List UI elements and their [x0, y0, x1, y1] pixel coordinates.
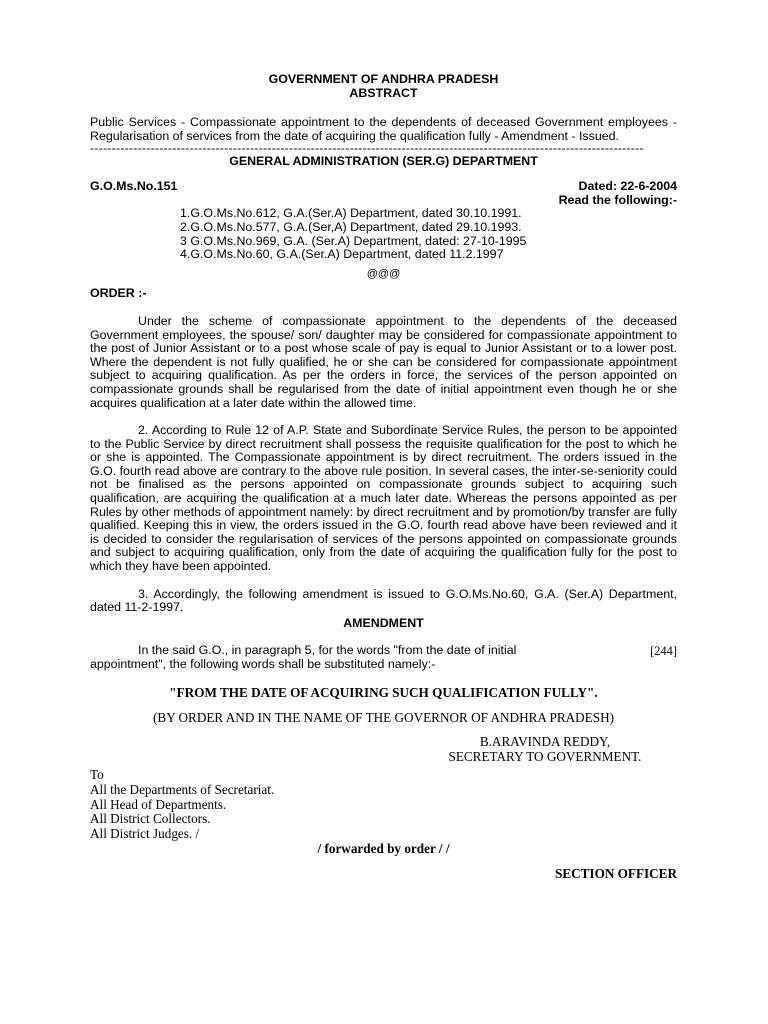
separator-line: --------------------------------------------------------------------------------------------------------------------------------	[90, 143, 644, 155]
recipients-block	[90, 768, 677, 841]
government-title: GOVERNMENT OF ANDHRA PRADESH	[268, 72, 499, 86]
signatory-name: B.ARAVINDA REDDY,	[479, 734, 611, 750]
recipient-item: All District Judges. /	[90, 825, 200, 841]
signatory-title: SECRETARY TO GOVERNMENT.	[448, 748, 642, 764]
forwarded-by-order: / forwarded by order / /	[317, 841, 450, 857]
amendment-heading: AMENDMENT	[343, 615, 424, 630]
recipient-item: All District Collectors.	[90, 811, 211, 827]
subject-text: Public Services - Compassionate appointment to the dependents of deceased Government employees - Regularisation of services from the date of acquiring the qualification fully - Amendment - Issued.	[90, 115, 677, 143]
signature-block	[430, 735, 660, 764]
order-paragraph-2: 2. According to Rule 12 of A.P. State and Subordinate Service Rules, the person to be appointed to the Public Service by direct recruitment shall possess the requisite qualification for the post to which he or she is appointed. The Compassionate appointment is by direct recruitment. The orders issued in the G.O. fourth read above are contrary to the above rule position. In several cases, the inter-se-seniority could not be finalised as the persons appointed on compassionate grounds subject to acquiring such qualification, are acquiring the qualification at a much later date. Whereas the persons appointed as per Rules by other methods of appointment namely: by direct recruitment and by promotion/by transfer are fully qualified. Keeping this in view, the orders issued in the G.O. fourth read above have been reviewed and it is decided to consider the regularisation of services of the persons appointed on compassionate grounds and subject to acquiring qualification, only from the date of acquiring the qualification fully for the post to which they have been appointed.	[90, 423, 677, 574]
separator-symbol: @@@	[366, 267, 401, 280]
reference-item: 4.G.O.Ms.No.60, G.A.(Ser.A) Department, dated 11.2.1997	[180, 247, 504, 262]
amendment-text-b: appointment", the following words shall be substituted namely:-	[90, 657, 436, 672]
amendment-paragraph	[90, 644, 677, 672]
go-header-row	[90, 180, 677, 194]
by-order-text: (BY ORDER AND IN THE NAME OF THE GOVERNOR OF ANDHRA PRADESH)	[153, 709, 614, 725]
substitution-text: "FROM THE DATE OF ACQUIRING SUCH QUALIFICATION FULLY".	[169, 685, 598, 700]
reference-item: 1.G.O.Ms.No.612, G.A.(Ser.A) Department, dated 30.10.1991.	[180, 206, 522, 221]
references-list	[180, 207, 677, 261]
order-label: ORDER :-	[90, 286, 147, 301]
order-paragraph-3: 3. Accordingly, the following amendment is issued to G.O.Ms.No.60, G.A. (Ser.A) Department, dated 11-2-1997.	[90, 586, 677, 615]
to-label: To	[90, 767, 104, 783]
government-order-document	[90, 70, 677, 882]
section-officer: SECTION OFFICER	[554, 865, 677, 881]
go-date: Dated: 22-6-2004	[578, 179, 677, 194]
department-title: GENERAL ADMINISTRATION (SER.G) DEPARTMENT	[229, 154, 538, 169]
recipient-item: All Head of Departments.	[90, 796, 227, 812]
amendment-text-a: In the said G.O., in paragraph 5, for the words "from the date of initial	[138, 642, 517, 657]
reference-item: 3 G.O.Ms.No.969, G.A. (Ser.A) Department, dated: 27-10-1995	[180, 233, 527, 248]
recipient-item: All the Departments of Secretariat.	[90, 781, 275, 797]
go-number: G.O.Ms.No.151	[90, 179, 178, 194]
amendment-line-1	[90, 644, 677, 659]
order-paragraph-1: Under the scheme of compassionate appointment to the dependents of the deceased Government employees, the spouse/ son/ daughter may be considered for compassionate appointment to the post of Junior Assistant or to a post whose scale of pay is equal to Junior Assistant or to a lower post. Where the dependent is not fully qualified, he or she can be considered for compassionate appointment subject to acquiring qualification. As per the orders in force, the services of the person appointed on compassionate grounds shall be regularised from the date of initial appointment even though he or she acquires qualification at a later date within the allowed time.	[90, 313, 677, 410]
page-reference: [244]	[650, 643, 677, 658]
read-following-label: Read the following:-	[558, 192, 677, 207]
reference-item: 2.G.O.Ms.No.577, G.A.(Ser,A) Department, dated 29.10.1993.	[180, 219, 522, 234]
abstract-title: ABSTRACT	[349, 86, 418, 100]
